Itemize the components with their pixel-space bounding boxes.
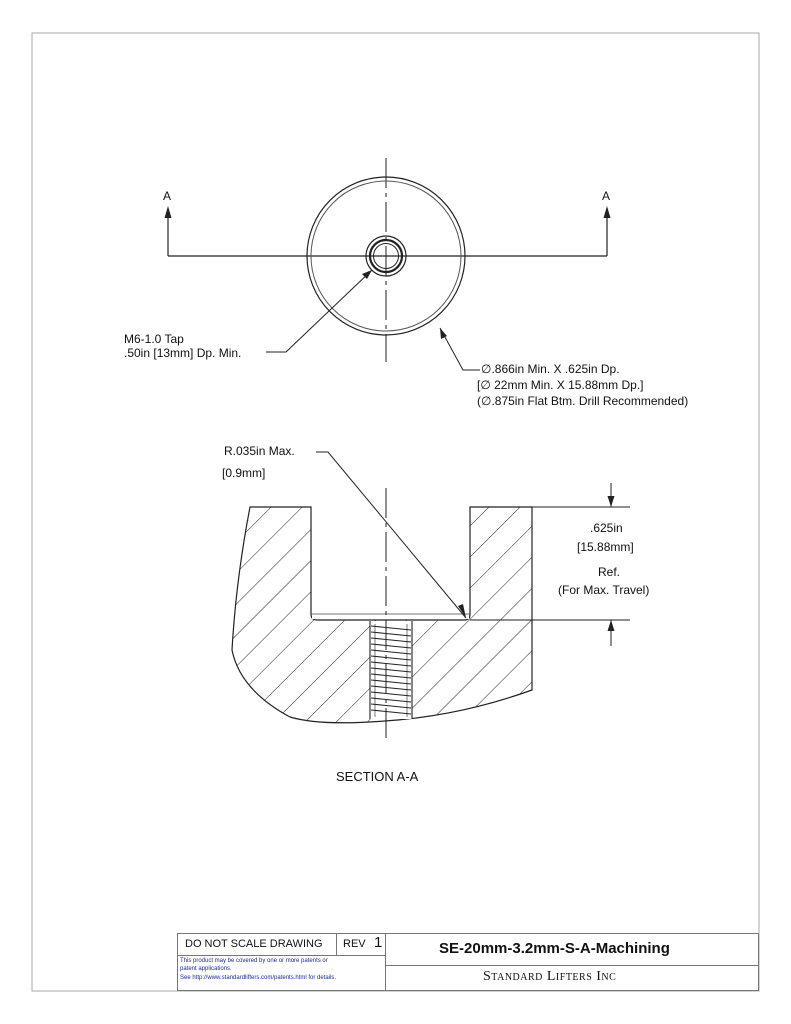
drawing-title: SE-20mm-3.2mm-S-A-Machining [439, 940, 670, 957]
depth-callout-line2: [15.88mm] [577, 540, 634, 554]
bore-leader [440, 328, 480, 370]
top-view [165, 158, 611, 370]
scale-note: DO NOT SCALE DRAWING [185, 938, 323, 950]
patent-line1: This product may be covered by one or more patents or [180, 958, 328, 964]
arrowhead-right [604, 206, 611, 218]
arrowhead-left [165, 206, 172, 218]
radius-callout-line2: [0.9mm] [222, 466, 266, 480]
tap-callout-line2: .50in [13mm] Dp. Min. [124, 346, 242, 360]
depth-callout-line3: Ref. [598, 565, 621, 579]
depth-callout-line4: (For Max. Travel) [558, 583, 650, 597]
depth-callout-line1: .625in [590, 521, 623, 535]
section-mark-left: A [163, 189, 172, 203]
section-label: SECTION A-A [336, 769, 419, 784]
section-mark-right: A [602, 189, 611, 203]
company-name: Standard Lifters Inc [483, 969, 617, 984]
tap-callout-line1: M6-1.0 Tap [124, 332, 184, 346]
patent-line2: patent applications. [180, 966, 232, 972]
radius-callout-line1: R.035in Max. [224, 444, 295, 458]
rev-label: REV [343, 938, 366, 950]
patent-line3: See http://www.standardlifters.com/patents.html for details. [180, 975, 337, 981]
rev-value: 1 [374, 934, 383, 951]
bore-callout-line1: ∅.866in Min. X .625in Dp. [481, 362, 620, 376]
bore-callout-line3: (∅.875in Flat Btm. Drill Recommended) [477, 394, 689, 408]
bore-callout-line2: [∅ 22mm Min. X 15.88mm Dp.] [477, 378, 644, 392]
title-block [177, 933, 759, 991]
tap-leader [266, 270, 372, 352]
